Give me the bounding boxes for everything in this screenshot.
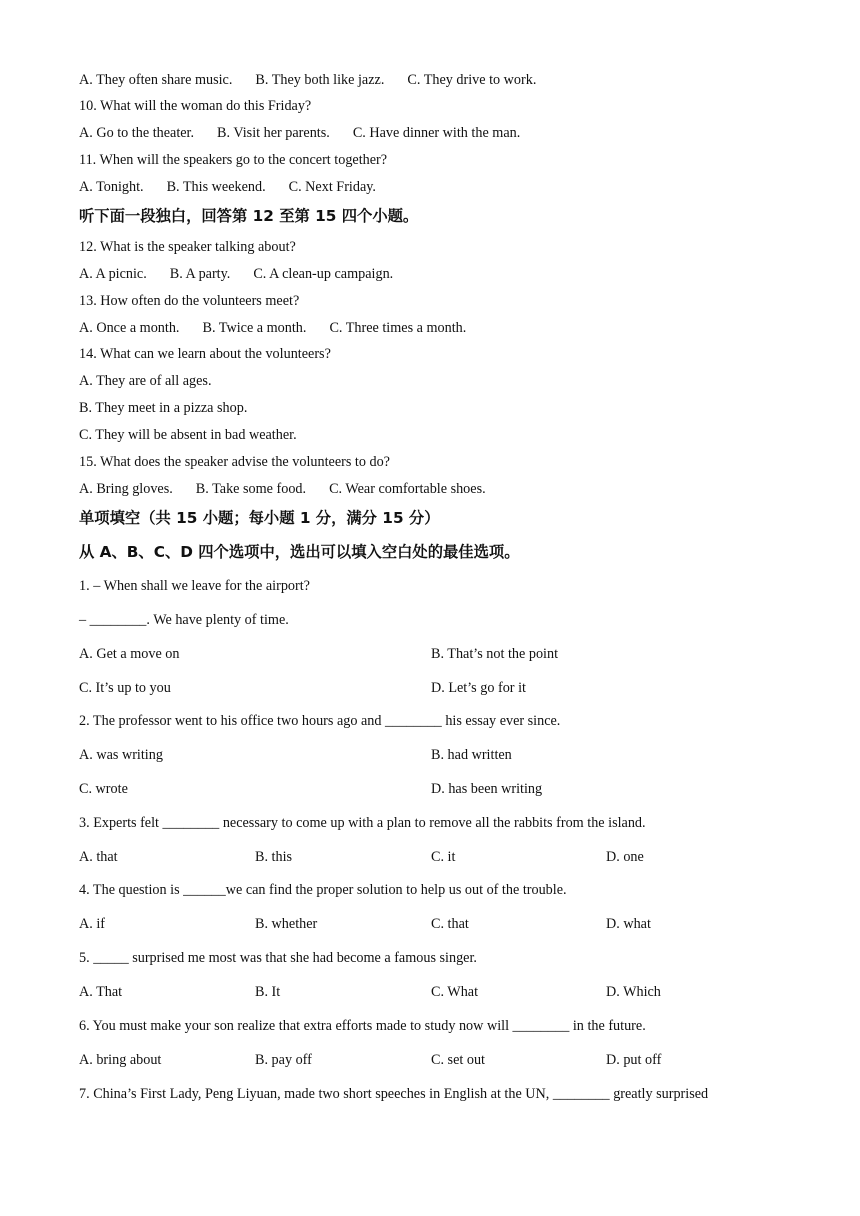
q14-question: 14. What can we learn about the volunteers? (79, 346, 331, 362)
g-q7-question: 7. China’s First Lady, Peng Liyuan, made two short speeches in English at the UN, ________ greatly surprised (79, 1086, 709, 1102)
q10-question: 10. What will the woman do this Friday? (79, 98, 312, 114)
g-q4-option-c: C. that (431, 916, 469, 932)
q10-options (79, 124, 520, 142)
g-q3-question: 3. Experts felt ________ necessary to come up with a plan to remove all the rabbits from the island. (79, 815, 646, 831)
q13-options (79, 319, 466, 337)
g-q5-option-d: D. Which (606, 984, 661, 1000)
g-q3-option-c: C. it (431, 849, 456, 865)
q12-option-c: C. A clean-up campaign. (253, 266, 394, 282)
q12-options (79, 265, 393, 283)
q11-question: 11. When will the speakers go to the concert together? (79, 152, 388, 168)
g-q5-question: 5. _____ surprised me most was that she had become a famous singer. (79, 950, 477, 966)
g-q1-line1: 1. – When shall we leave for the airport? (79, 578, 310, 594)
g-q1-option-a: A. Get a move on (79, 646, 180, 662)
g-q3-option-b: B. this (255, 849, 293, 865)
g-q3-option-a: A. that (79, 849, 118, 865)
g-q2-option-d: D. has been writing (431, 781, 543, 797)
g-q1-option-b: B. That’s not the point (431, 646, 559, 662)
q10-option-b: B. Visit her parents. (217, 125, 330, 141)
q11-option-b: B. This weekend. (166, 179, 266, 195)
q15-question: 15. What does the speaker advise the volunteers to do? (79, 454, 390, 470)
q12-option-a: A. A picnic. (79, 266, 147, 282)
g-q4-option-a: A. if (79, 916, 106, 932)
g-q1-line2: – ________. We have plenty of time. (79, 612, 289, 628)
g-q6-question: 6. You must make your son realize that extra efforts made to study now will ________ in the future. (79, 1018, 646, 1034)
q13-question: 13. How often do the volunteers meet? (79, 293, 300, 309)
q9-options (79, 71, 536, 89)
g-q4-option-d: D. what (606, 916, 651, 932)
q10-option-a: A. Go to the theater. (79, 125, 195, 141)
q11-option-a: A. Tonight. (79, 179, 144, 195)
q15-option-b: B. Take some food. (195, 481, 307, 497)
g-q2-option-c: C. wrote (79, 781, 128, 797)
q13-option-a: A. Once a month. (79, 320, 180, 336)
q11-options (79, 178, 376, 196)
section-instruction: 从 A、B、C、D 四个选项中，选出可以填入空白处的最佳选项。 (79, 543, 520, 561)
q13-option-b: B. Twice a month. (202, 320, 307, 336)
g-q6-option-d: D. put off (606, 1052, 662, 1068)
q9-option-b: B. They both like jazz. (255, 72, 385, 88)
g-q2-option-b: B. had written (431, 747, 512, 763)
g-q6-option-c: C. set out (431, 1052, 485, 1068)
g-q4-question: 4. The question is ______we can find the proper solution to help us out of the trouble. (79, 882, 567, 898)
q12-question: 12. What is the speaker talking about? (79, 239, 296, 255)
g-q5-option-b: B. It (255, 984, 281, 1000)
g-q2-option-a: A. was writing (79, 747, 163, 763)
g-q4-option-b: B. whether (255, 916, 318, 932)
q14-option-b: B. They meet in a pizza shop. (79, 400, 248, 416)
q11-option-c: C. Next Friday. (288, 179, 376, 195)
g-q5-option-a: A. That (79, 984, 123, 1000)
q9-option-c: C. They drive to work. (407, 72, 537, 88)
q13-option-c: C. Three times a month. (329, 320, 467, 336)
section-heading: 单项填空（共 15 小题；每小题 1 分，满分 15 分） (79, 509, 440, 527)
g-q2-question: 2. The professor went to his office two hours ago and ________ his essay ever since. (79, 713, 561, 729)
q15-option-c: C. Wear comfortable shoes. (329, 481, 486, 497)
g-q1-option-c: C. It’s up to you (79, 680, 171, 696)
g-q6-option-a: A. bring about (79, 1052, 162, 1068)
g-q3-option-d: D. one (606, 849, 644, 865)
g-q6-option-b: B. pay off (255, 1052, 312, 1068)
q15-option-a: A. Bring gloves. (79, 481, 173, 497)
monologue-heading: 听下面一段独白，回答第 12 至第 15 四个小题。 (79, 207, 419, 225)
q15-options (79, 480, 486, 498)
q14-option-a: A. They are of all ages. (79, 373, 212, 389)
g-q1-option-d: D. Let’s go for it (431, 680, 526, 696)
q10-option-c: C. Have dinner with the man. (352, 125, 521, 141)
g-q5-option-c: C. What (431, 984, 479, 1000)
q12-option-b: B. A party. (169, 266, 231, 282)
q14-option-c: C. They will be absent in bad weather. (79, 427, 297, 443)
q9-option-a: A. They often share music. (79, 72, 233, 88)
